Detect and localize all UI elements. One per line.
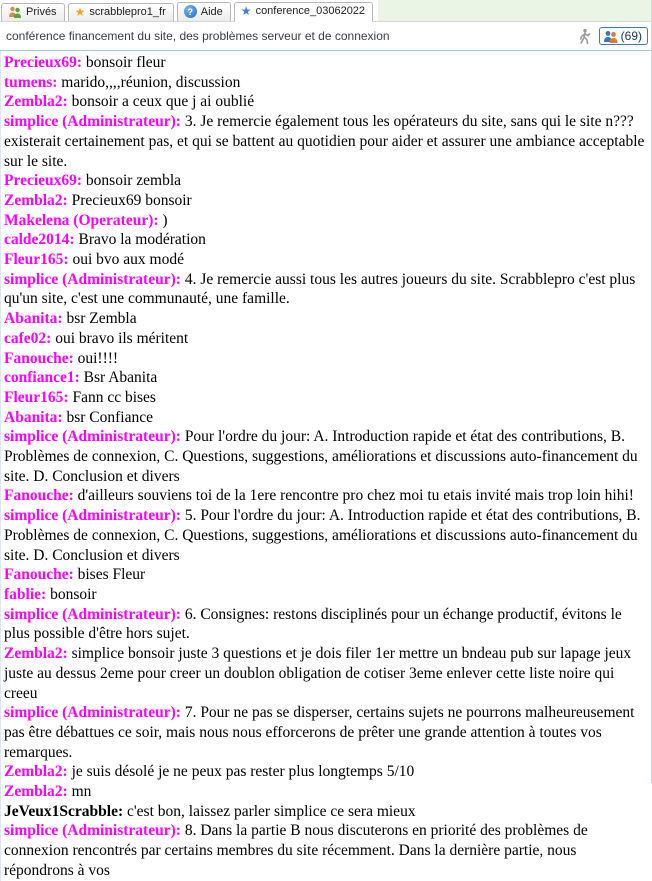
message-text: 7. Pour ne pas se disperser, certains sujets ne pourrons malheureusement pas être débattues ce soir, mais nous nous efforcerons de prêter une grande attention à toutes vos remarques. — [4, 704, 635, 761]
chat-message — [4, 762, 648, 782]
message-username: Abanita: — [4, 310, 63, 328]
chat-message — [4, 408, 648, 428]
message-username: Zembla2: — [4, 763, 68, 781]
message-username: Precieux69: — [4, 172, 83, 190]
message-username: Zembla2: — [4, 645, 68, 663]
tab-label: conference_03062022 — [255, 5, 366, 17]
chat-message — [4, 821, 648, 880]
tab-conference-03062022[interactable] — [234, 2, 373, 22]
message-text: bonsoir a ceux que j ai oublié — [67, 93, 255, 111]
chat-message — [4, 486, 648, 506]
chat-message — [4, 211, 648, 231]
tab-prives[interactable] — [1, 3, 65, 21]
message-username: simplice (Administrateur): — [4, 822, 181, 840]
message-username: simplice (Administrateur): — [4, 428, 181, 446]
message-text: Precieux69 bonsoir — [67, 191, 192, 209]
message-text: 6. Consignes: restons disciplinés pour un échange productif, évitons le plus possible d'être hors sujet. — [4, 605, 622, 643]
participants-button[interactable] — [599, 27, 648, 45]
message-text: oui!!!! — [73, 349, 119, 367]
chat-message — [4, 703, 648, 762]
message-text: Fann cc bises — [68, 388, 156, 406]
message-username: simplice (Administrateur): — [4, 605, 181, 623]
chat-message — [4, 349, 648, 369]
participants-icon — [603, 30, 618, 43]
message-text: Bsr Abanita — [79, 369, 158, 387]
tab-label: Aide — [200, 5, 223, 18]
tab-bar — [0, 0, 651, 22]
message-text: 8. Dans la partie B nous discuterons en priorité des problèmes de connexion rencontrés par certains membres du site récemment. Dans la dernière partie, nous répondrons à vos — [4, 822, 588, 879]
message-text: ) — [158, 211, 168, 229]
conference-header — [0, 22, 651, 51]
chat-message — [4, 270, 648, 309]
message-text: bsr Confiance — [62, 408, 153, 426]
message-text: bonsoir fleur — [82, 54, 166, 71]
message-text: 4. Je remercie aussi tous les autres joueurs du site. Scrabblepro c'est plus qu'un site, c'est une communauté, une famille. — [4, 270, 636, 308]
message-username: Zembla2: — [4, 191, 68, 209]
chat-message — [4, 585, 648, 605]
chat-message — [4, 92, 648, 112]
message-username: Abanita: — [4, 408, 63, 426]
chat-message — [4, 368, 648, 388]
message-text: Bravo la modération — [74, 231, 206, 249]
chat-message — [4, 112, 648, 171]
chat-message — [4, 329, 648, 349]
chat-message — [4, 644, 648, 703]
message-text: simplice bonsoir juste 3 questions et je dois filer 1er mettre un bndeau pub sur lapage jeux juste au dessus 2eme pour creer un doublon obligation de cotiser 3eme enlever cette liste noire qui creeu — [4, 645, 632, 702]
chat-message — [4, 802, 648, 822]
message-username: simplice (Administrateur): — [4, 270, 181, 288]
help-globe-icon: ? — [184, 5, 197, 18]
message-text: bonsoir zembla — [82, 172, 182, 190]
message-text: bises Fleur — [73, 566, 146, 584]
tab-label: scrabblepro1_fr — [89, 6, 166, 18]
message-text: je suis désolé je ne peux pas rester plus longtemps 5/10 — [67, 763, 415, 781]
chat-message — [4, 782, 648, 802]
chat-message — [4, 171, 648, 191]
message-username: Precieux69: — [4, 54, 83, 71]
chat-message — [4, 565, 648, 585]
message-text: d'ailleurs souviens toi de la 1ere rencontre pro chez moi tu etais invité mais trop loin hihi! — [73, 487, 634, 505]
participants-count: (69) — [620, 29, 642, 43]
chat-message — [4, 388, 648, 408]
tab-aide[interactable] — [177, 2, 231, 21]
chat-message — [4, 605, 648, 644]
message-text: bonsoir — [46, 585, 97, 603]
message-text: Pour l'ordre du jour: A. Introduction rapide et état des contributions, B. Problèmes de connexion, C. Questions, suggestions, améliorations et discussions auto-financement du site. D. Conclusion et divers — [4, 428, 638, 485]
message-username: tumens: — [4, 73, 58, 91]
message-username: calde2014: — [4, 231, 75, 249]
message-username: Fleur165: — [4, 251, 69, 269]
blue-star-icon: ★ — [240, 4, 252, 18]
message-username: simplice (Administrateur): — [4, 507, 181, 525]
chat-message — [4, 250, 648, 270]
tab-label: Privés — [26, 6, 57, 18]
message-text: bsr Zembla — [62, 310, 137, 328]
message-username: confiance1: — [4, 369, 80, 387]
chat-message — [4, 427, 648, 486]
message-username: simplice (Administrateur): — [4, 113, 181, 131]
message-username: JeVeux1Scrabble: — [4, 802, 124, 820]
message-username: cafe02: — [4, 329, 52, 347]
conference-topic: conférence financement du site, des problèmes serveur et de connexion — [6, 29, 390, 43]
message-text: c'est bon, laissez parler simplice ce sera mieux — [123, 802, 416, 820]
message-username: fablie: — [4, 585, 47, 603]
message-text: mn — [67, 783, 92, 801]
tab-strip-filler — [378, 0, 651, 21]
message-text: oui bvo aux modé — [68, 251, 184, 269]
orange-star-icon: ★ — [74, 5, 86, 19]
message-username: Fanouche: — [4, 487, 74, 505]
tab-scrabblepro1-fr[interactable] — [68, 3, 174, 21]
message-username: Fleur165: — [4, 388, 69, 406]
chat-message — [4, 230, 648, 250]
message-text: marido,,,,réunion, discussion — [57, 73, 241, 91]
message-text: 3. Je remercie également tous les opérateurs du site, sans qui le site n??? existerait certainement pas, et qui se battent au quotidien pour aider et assurer une ambiance acceptable sur le site. — [4, 113, 645, 170]
message-username: Fanouche: — [4, 566, 74, 584]
message-username: Makelena (Operateur): — [4, 211, 159, 229]
chat-message — [4, 191, 648, 211]
two-people-icon — [8, 6, 22, 18]
message-username: simplice (Administrateur): — [4, 704, 181, 722]
chat-log[interactable] — [0, 51, 651, 881]
chat-message — [4, 73, 648, 93]
walking-person-icon[interactable] — [576, 28, 593, 45]
message-username: Fanouche: — [4, 349, 74, 367]
message-text: 5. Pour l'ordre du jour: A. Introduction rapide et état des contributions, B. Problèmes de connexion, C. Questions, suggestions, améliorations et discussions auto-financement du site. D. Conclusion et divers — [4, 507, 641, 564]
message-text: oui bravo ils méritent — [51, 329, 189, 347]
message-username: Zembla2: — [4, 93, 68, 111]
chat-message — [4, 309, 648, 329]
chat-message — [4, 506, 648, 565]
chat-message — [4, 53, 648, 73]
message-username: Zembla2: — [4, 783, 68, 801]
